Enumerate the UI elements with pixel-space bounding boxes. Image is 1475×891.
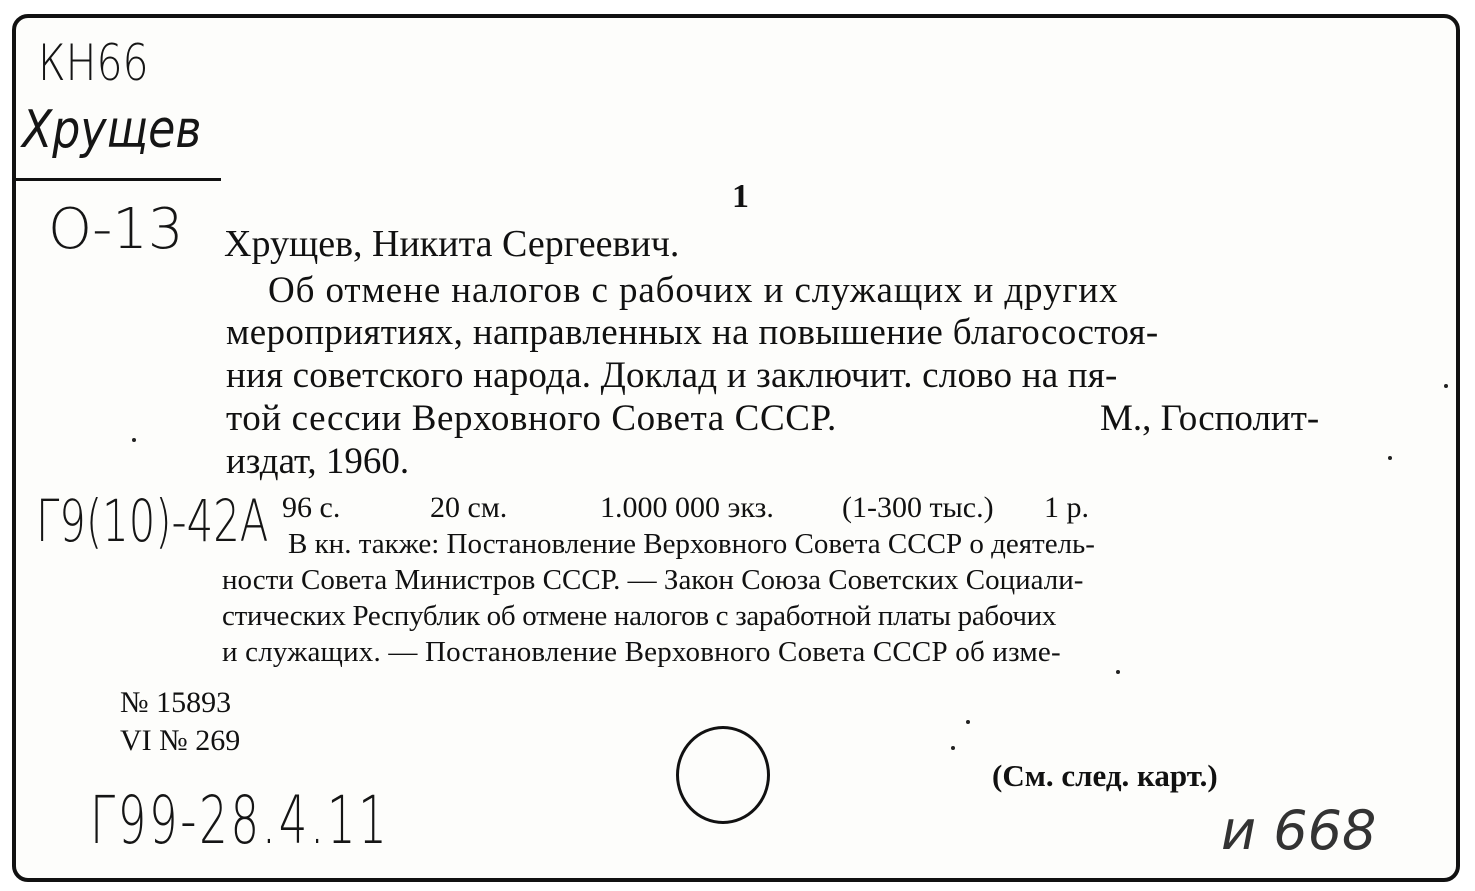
catalog-card (12, 14, 1460, 882)
registry-number: № 15893 (120, 686, 232, 719)
speck (951, 746, 955, 750)
handwritten-class-code: Г9(10)-42А (36, 487, 269, 555)
collation-price: 1 р. (1044, 491, 1089, 524)
handwritten-code-top: КН66 (38, 34, 149, 92)
card-number: 1 (732, 178, 749, 215)
collation-pages: 96 с. (282, 491, 341, 524)
speck (966, 720, 970, 724)
handwritten-author-name: Хрущев (22, 100, 202, 160)
collation-size: 20 см. (430, 491, 508, 524)
note-line-1: В кн. также: Постановление Верховного Совета СССР о деятель- (288, 528, 1095, 560)
collation-print-run: (1-300 тыс.) (842, 491, 994, 524)
title-line-1: Об отмене налогов с рабочих и служащих и других (268, 270, 1119, 311)
speck (1116, 670, 1120, 674)
title-line-2: мероприятиях, направленных на повышение благосостоя- (226, 312, 1159, 353)
registry-series: VI № 269 (120, 724, 241, 757)
title-line-5: издат, 1960. (226, 441, 410, 482)
handwritten-underline (16, 178, 221, 181)
speck (132, 438, 136, 442)
note-line-3: стических Республик об отмене налогов с заработной платы рабочих (222, 600, 1057, 632)
title-line-4: той сессии Верховного Совета СССР. (226, 398, 837, 439)
note-line-4: и служащих. — Постановление Верховного Совета СССР об изме- (222, 636, 1061, 668)
title-line-3: ния советского народа. Доклад и заключит. слово на пя- (226, 355, 1118, 396)
handwritten-corner-note: и 668 (1221, 799, 1377, 862)
note-line-2: ности Совета Министров СССР. — Закон Союза Советских Социали- (222, 564, 1084, 596)
speck (1388, 456, 1392, 460)
handwritten-bottom-code: Г99-28.4.11 (90, 782, 390, 859)
author-heading: Хрущев, Никита Сергеевич. (224, 223, 680, 265)
speck (1444, 384, 1448, 388)
handwritten-shelf-mark: О-13 (48, 197, 184, 262)
punch-hole (676, 726, 770, 824)
continued-note: (См. след. карт.) (992, 758, 1218, 793)
imprint: М., Госполит- (1100, 398, 1320, 439)
collation-copies: 1.000 000 экз. (600, 491, 774, 524)
